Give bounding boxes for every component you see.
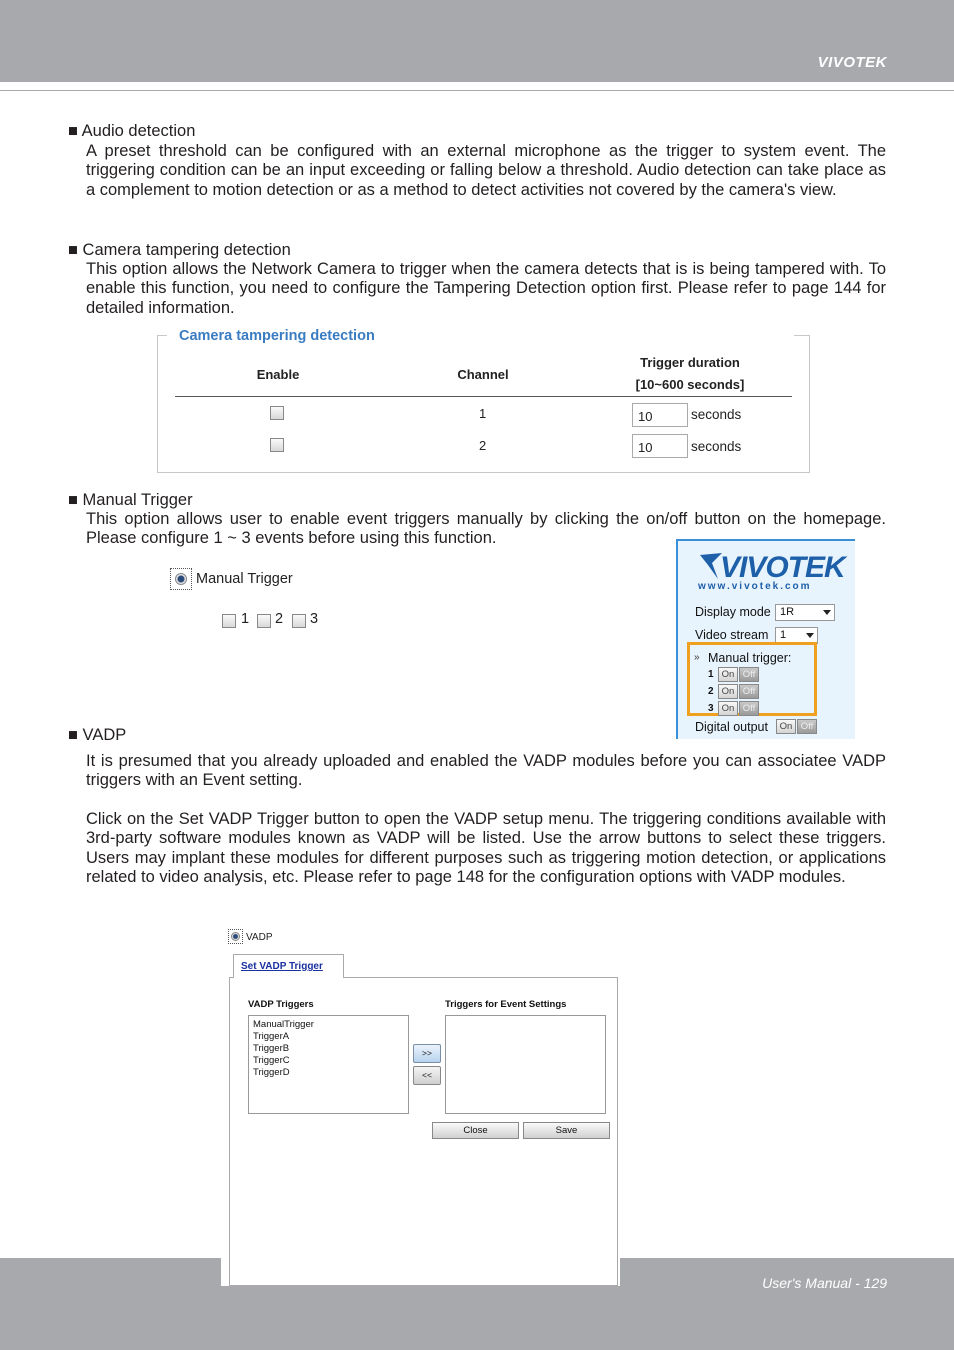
manual-checkbox-1[interactable] <box>222 614 236 628</box>
trigger-3-on[interactable]: On <box>718 701 738 716</box>
vadp-radio-label: VADP <box>246 932 273 943</box>
duration-input-1[interactable]: 10 <box>632 403 688 427</box>
trigger-1-on[interactable]: On <box>718 667 738 682</box>
save-button[interactable]: Save <box>523 1122 610 1139</box>
enable-checkbox-2[interactable] <box>270 438 284 452</box>
manual-body: This option allows user to enable event triggers manually by clicking the on/off button on the homepage. Please configure 1 ~ 3 events before using this function. <box>86 510 886 548</box>
header-divider <box>0 90 954 91</box>
trigger-2-off[interactable]: Off <box>739 684 759 699</box>
tamper-body: This option allows the Network Camera to trigger when the camera detects that is is being tampered with. To enable this function, you need to configure the Tampering Detection option first. Please refer to page 144 for detailed information. <box>86 260 886 317</box>
add-trigger-button[interactable]: >> <box>413 1044 441 1063</box>
trigger-3-off[interactable]: Off <box>739 701 759 716</box>
page-number: User's Manual - 129 <box>762 1275 887 1291</box>
manual-trigger-title: Manual trigger: <box>708 651 792 665</box>
page-header <box>0 0 954 82</box>
vadp-triggers-list[interactable] <box>248 1015 409 1114</box>
audio-heading: ■ Audio detection <box>68 122 196 140</box>
vadp-radio[interactable] <box>228 929 243 944</box>
brand-name: VIVOTEK <box>817 54 887 71</box>
manual-option-1: 1 <box>241 611 250 627</box>
duration-input-2[interactable]: 10 <box>632 434 688 458</box>
video-stream-select[interactable]: 1 <box>775 627 818 644</box>
trigger-num-3: 3 <box>708 703 714 714</box>
list-item[interactable]: ManualTrigger <box>253 1019 314 1030</box>
digital-output-label: Digital output <box>695 720 768 734</box>
vadp-body-2: Click on the Set VADP Trigger button to open the VADP setup menu. The triggering conditions available with 3rd-party software modules known as VADP will be listed. Use the arrow buttons to select these triggers. Users may implant these modules for different purposes such as triggering motion detection, or applications related to video analysis, etc. Please refer to page 148 for the configuration options with VADP modules. <box>86 810 886 886</box>
list-item[interactable]: TriggerA <box>253 1031 290 1042</box>
event-triggers-list[interactable] <box>445 1015 606 1114</box>
display-mode-label: Display mode <box>695 605 771 619</box>
manual-trigger-radio[interactable] <box>170 568 192 590</box>
duration-unit-2: seconds <box>691 439 742 454</box>
vadp-body-1: It is presumed that you already uploaded and enabled the VADP modules before you can associatee VADP triggers with an Event setting. <box>86 752 886 790</box>
channel-1: 1 <box>479 406 487 421</box>
col-duration: Trigger duration <box>640 355 740 370</box>
dialog-overlap <box>221 1258 620 1286</box>
chevron-down-icon <box>806 633 814 638</box>
manual-trigger-label: Manual Trigger <box>196 571 293 587</box>
digital-output-on[interactable]: On <box>776 719 796 734</box>
table-divider <box>175 396 792 397</box>
manual-heading: ■ Manual Trigger <box>68 491 193 509</box>
vadp-dialog <box>229 977 618 1287</box>
digital-output-off[interactable]: Off <box>797 719 817 734</box>
trigger-num-1: 1 <box>708 669 714 680</box>
homepage-side-panel <box>676 539 855 739</box>
manual-option-2: 2 <box>275 611 284 627</box>
list-item[interactable]: TriggerD <box>253 1067 290 1078</box>
vadp-triggers-title: VADP Triggers <box>248 999 314 1010</box>
video-stream-label: Video stream <box>695 628 769 642</box>
remove-trigger-button[interactable]: << <box>413 1066 441 1085</box>
audio-body: A preset threshold can be configured with an external microphone as the trigger to system event. The triggering condition can be an input exceeding or falling below a threshold. Audio detection can take place as a complement to motion detection or as a method to detect activities not covered by the camera's view. <box>86 142 886 199</box>
display-mode-select[interactable]: 1R <box>775 604 835 621</box>
manual-option-3: 3 <box>310 611 319 627</box>
trigger-1-off[interactable]: Off <box>739 667 759 682</box>
trigger-num-2: 2 <box>708 686 714 697</box>
tab-set-vadp-trigger[interactable]: Set VADP Trigger <box>233 954 344 978</box>
channel-2: 2 <box>479 438 487 453</box>
manual-checkbox-3[interactable] <box>292 614 306 628</box>
manual-checkbox-2[interactable] <box>257 614 271 628</box>
expand-icon: » <box>694 652 700 663</box>
vadp-heading: ■ VADP <box>68 726 127 744</box>
col-enable: Enable <box>256 367 300 382</box>
event-triggers-title: Triggers for Event Settings <box>445 999 567 1010</box>
enable-checkbox-1[interactable] <box>270 406 284 420</box>
list-item[interactable]: TriggerC <box>253 1055 290 1066</box>
chevron-down-icon <box>823 610 831 615</box>
tamper-heading: ■ Camera tampering detection <box>68 241 291 259</box>
trigger-2-on[interactable]: On <box>718 684 738 699</box>
vivotek-logo: VIVOTEK www.vivotek.com <box>698 551 845 592</box>
list-item[interactable]: TriggerB <box>253 1043 290 1054</box>
col-channel: Channel <box>457 367 509 382</box>
col-duration-range: [10~600 seconds] <box>635 377 745 392</box>
duration-unit-1: seconds <box>691 407 742 422</box>
tamper-panel-title: Camera tampering detection <box>179 328 375 344</box>
close-button[interactable]: Close <box>432 1122 519 1139</box>
